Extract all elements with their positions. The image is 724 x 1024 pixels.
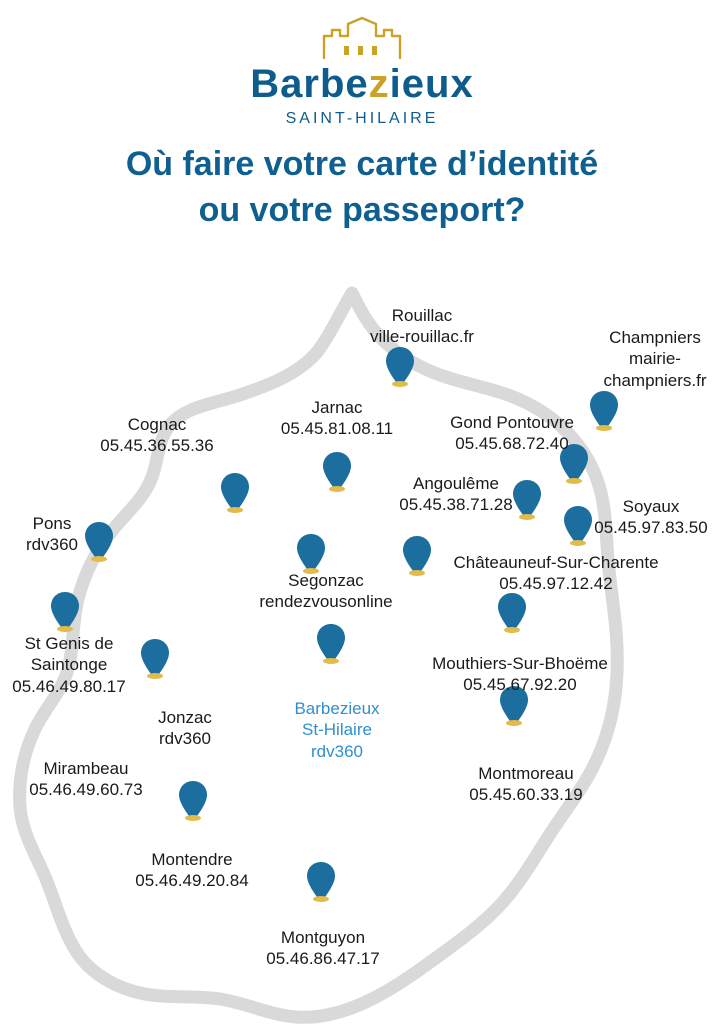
logo-word-part2: z bbox=[368, 62, 390, 106]
location-info: rdv360 bbox=[159, 729, 211, 749]
location-info: rendezvousonline bbox=[259, 592, 393, 612]
location-name: Soyaux bbox=[622, 497, 680, 516]
location-name: Segonzac bbox=[288, 571, 364, 590]
map-label-montendre bbox=[135, 849, 248, 892]
map-label-montmoreau bbox=[469, 763, 582, 806]
map-label-champniers bbox=[604, 327, 707, 391]
map-pin[interactable] bbox=[563, 505, 593, 547]
location-info: 05.45.81.08.11 bbox=[280, 419, 394, 439]
map-label-pons bbox=[26, 513, 78, 556]
location-name: Mouthiers-Sur-Bhoëme bbox=[432, 654, 608, 673]
location-name: St Genis de bbox=[24, 634, 114, 653]
location-name: Mirambeau bbox=[43, 759, 129, 778]
map-label-chateauneuf-sur-charente bbox=[453, 552, 658, 595]
location-info: 05.46.49.60.73 bbox=[29, 780, 143, 800]
map-pin[interactable] bbox=[220, 472, 250, 514]
map-pin[interactable] bbox=[402, 535, 432, 577]
location-name: Gond Pontouvre bbox=[450, 413, 574, 432]
page-title bbox=[0, 142, 724, 234]
location-info: rdv360 bbox=[311, 741, 363, 761]
location-info-2: champniers.fr bbox=[603, 370, 707, 390]
location-info: 05.46.49.20.84 bbox=[135, 871, 249, 891]
logo-subtitle: SAINT-HILAIRE bbox=[285, 110, 439, 127]
map-label-mouthiers-sur-bhoeme bbox=[432, 653, 608, 696]
map-label-mirambeau bbox=[29, 758, 142, 801]
map-label-montguyon bbox=[266, 927, 379, 970]
location-name: Montguyon bbox=[280, 928, 366, 947]
location-name: Rouillac bbox=[391, 306, 453, 325]
page-title-line2: ou votre passeport? bbox=[198, 190, 526, 229]
location-name: Angoulême bbox=[412, 474, 500, 493]
map-pin[interactable] bbox=[316, 623, 346, 665]
map-pin[interactable] bbox=[385, 346, 415, 388]
location-info: 05.45.97.83.50 bbox=[594, 518, 708, 538]
map-pin[interactable] bbox=[589, 390, 619, 432]
map-pin[interactable] bbox=[322, 451, 352, 493]
location-info: 05.45.38.71.28 bbox=[399, 495, 513, 515]
map-pin[interactable] bbox=[50, 591, 80, 633]
location-info: 05.46.49.80.17 bbox=[12, 676, 126, 696]
map-pin[interactable] bbox=[84, 521, 114, 563]
location-info: 05.45.68.72.40 bbox=[455, 434, 569, 454]
location-info: rdv360 bbox=[26, 535, 78, 555]
location-name: Montmoreau bbox=[478, 764, 574, 783]
map-pin[interactable] bbox=[512, 479, 542, 521]
map-label-st-genis-de-saintonge bbox=[12, 633, 125, 697]
map-pin[interactable] bbox=[296, 533, 326, 575]
location-info: 05.45.36.55.36 bbox=[100, 436, 214, 456]
logo-word-part1: Barbe bbox=[250, 62, 369, 106]
location-name: Jonzac bbox=[158, 708, 212, 727]
logo-word-part3: ieux bbox=[389, 62, 474, 106]
page-title-line1: Où faire votre carte d’identité bbox=[125, 145, 599, 183]
map-label-segonzac bbox=[259, 570, 392, 613]
location-name: Cognac bbox=[127, 415, 187, 434]
map-container bbox=[0, 255, 724, 1024]
map-pin[interactable] bbox=[497, 592, 527, 634]
map-pin[interactable] bbox=[178, 780, 208, 822]
map-pin[interactable] bbox=[306, 861, 336, 903]
map-label-barbezieux-st-hilaire bbox=[294, 698, 379, 762]
map-label-jarnac bbox=[281, 397, 393, 440]
castle-icon bbox=[314, 14, 410, 62]
location-name-2: St-Hilaire bbox=[302, 720, 372, 740]
location-name: Jarnac bbox=[311, 398, 363, 417]
map-label-gond-pontouvre bbox=[450, 412, 574, 455]
map-label-soyaux bbox=[594, 496, 707, 539]
location-info: 05.46.86.47.17 bbox=[266, 949, 380, 969]
logo-wordmark bbox=[0, 64, 724, 104]
location-info: ville-rouillac.fr bbox=[370, 327, 474, 347]
map-label-cognac bbox=[100, 414, 213, 457]
map-label-rouillac bbox=[370, 305, 474, 348]
location-name: Champniers bbox=[609, 328, 701, 347]
location-name: Barbezieux bbox=[294, 699, 380, 718]
map-pin[interactable] bbox=[140, 638, 170, 680]
location-info: 05.45.97.12.42 bbox=[499, 574, 613, 594]
location-name: Montendre bbox=[151, 850, 233, 869]
brand-logo bbox=[0, 14, 724, 128]
location-name: Châteauneuf-Sur-Charente bbox=[453, 553, 659, 572]
location-info: 05.45.67.92.20 bbox=[463, 675, 577, 695]
map-label-jonzac bbox=[158, 707, 212, 750]
location-info: mairie- bbox=[629, 349, 681, 369]
map-label-angouleme bbox=[399, 473, 512, 516]
location-name-2: Saintonge bbox=[30, 655, 108, 675]
location-info: 05.45.60.33.19 bbox=[469, 785, 583, 805]
location-name: Pons bbox=[32, 514, 72, 533]
